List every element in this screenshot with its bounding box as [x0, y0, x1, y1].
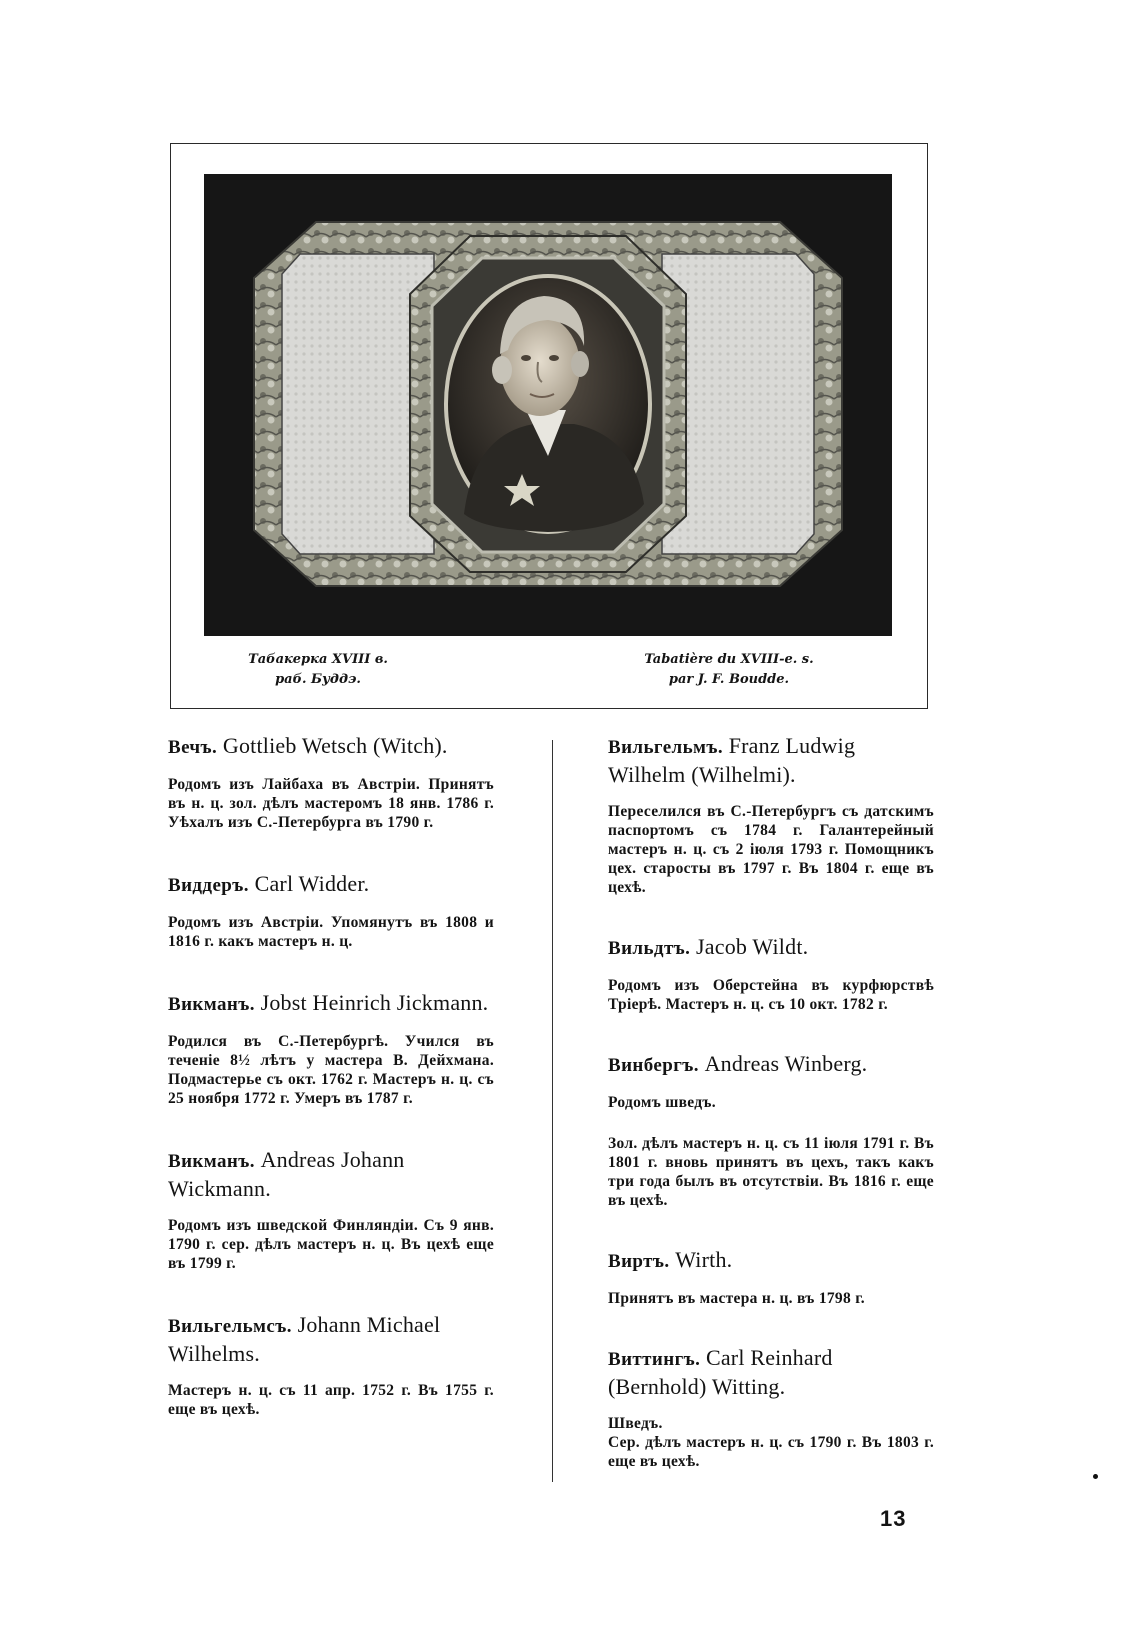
entry-name-de: Carl Widder.: [254, 871, 370, 896]
entry-winberg: [608, 1050, 934, 1210]
entry-wetsch: [168, 732, 494, 832]
entry-name-de: Jacob Wildt.: [696, 934, 809, 959]
page-number: 13: [880, 1506, 907, 1531]
entry-text: Родомъ изъ Оберстейна въ курфюрствѣ Тріерѣ. Мастеръ н. ц. съ 10 окт. 1782 г.: [608, 977, 934, 1013]
caption-russian: [233, 650, 403, 690]
entry-title: [168, 1311, 494, 1367]
entry-title: [608, 732, 934, 788]
entry-text: Принятъ въ мастера н. ц. въ 1798 г.: [608, 1290, 865, 1307]
right-column: [608, 732, 934, 1471]
caption-fr-line1: Tabatière du XVIII-e. s.: [644, 652, 814, 667]
caption-ru-line2: раб. Буддэ.: [275, 672, 361, 687]
entry-text: Родомъ изъ Австріи. Упомянутъ въ 1808 и 1816 г. какъ мастеръ н. ц.: [168, 914, 494, 950]
entry-title: [608, 1344, 934, 1400]
entry-title: [608, 1050, 934, 1079]
entry-title: [608, 1246, 934, 1275]
entry-text: Родомъ шведъ.: [608, 1094, 716, 1111]
left-column: [168, 732, 494, 1419]
entry-name-de: Andreas Johann Wickmann.: [168, 1147, 405, 1201]
entry-name-de: Johann Michael Wilhelms.: [168, 1312, 441, 1366]
entry-title: [168, 1146, 494, 1202]
plate-figure: [170, 143, 928, 709]
snuffbox-photograph: [204, 174, 892, 636]
caption-fr-line2: par J. F. Boudde.: [668, 672, 790, 687]
entry-name-de: Franz Ludwig Wilhelm (Wilhelmi).: [608, 733, 856, 787]
entry-wilhelms: [168, 1311, 494, 1419]
entry-name-de: Wirth.: [675, 1247, 733, 1272]
entry-wirth: [608, 1246, 934, 1308]
snuffbox-illustration: [204, 174, 892, 636]
caption-ru-line1: Табакерка XVIII в.: [248, 652, 388, 667]
entry-text: Родомъ изъ Лайбаха въ Австріи. Принятъ въ н. ц. зол. дѣлъ мастеромъ 18 янв. 1786 г. Уѣхалъ изъ С.-Петербурга въ 1790 г.: [168, 776, 494, 831]
entry-name-de: Jobst Heinrich Jickmann.: [260, 990, 489, 1015]
entry-wickmann: [168, 1146, 494, 1273]
entry-name-de: Andreas Winberg.: [704, 1051, 868, 1076]
entry-text: Переселился въ С.-Петербургъ съ датскимъ паспортомъ съ 1784 г. Галантерейный мастеръ н. ц. съ 2 іюля 1793 г. Помощникъ цех. старосты въ 1797 г. Въ 1804 г. еще въ цехѣ.: [608, 803, 934, 896]
entry-name-ru: Вечъ.: [168, 737, 218, 758]
entry-name-ru: Виртъ.: [608, 1251, 670, 1272]
entry-name-ru: Вильдтъ.: [608, 938, 691, 959]
entry-title: [168, 989, 494, 1018]
entry-name-ru: Виддеръ.: [168, 875, 249, 896]
entry-text-continued: Зол. дѣлъ мастеръ н. ц. съ 11 іюля 1791 г. Въ 1801 г. вновь принятъ въ цехъ, такъ какъ три года былъ въ отсутствіи. Въ 1816 г. еще въ цехѣ.: [608, 1135, 934, 1209]
entry-name-de: Gottlieb Wetsch (Witch).: [222, 733, 448, 758]
entry-witting: [608, 1344, 934, 1471]
entry-title: [608, 933, 934, 962]
entry-name-de: Carl Reinhard (Bernhold) Witting.: [608, 1345, 833, 1399]
entry-name-ru: Вильгельмъ.: [608, 737, 724, 758]
entry-widder: [168, 870, 494, 951]
entry-text: Мастеръ н. ц. съ 11 апр. 1752 г. Въ 1755 г. еще въ цехѣ.: [168, 1382, 494, 1418]
entry-text: Родился въ С.-Петербургѣ. Учился въ теченіе 8½ лѣтъ у мастера В. Дейхмана. Подмастерье съ окт. 1762 г. Мастеръ н. ц. съ 25 ноября 1772 г. Умеръ въ 1787 г.: [168, 1033, 494, 1107]
entry-jickmann: [168, 989, 494, 1108]
entry-text: Шведъ.: [608, 1415, 663, 1432]
entry-title: [168, 732, 494, 761]
print-speck: [1093, 1474, 1098, 1479]
column-divider: [552, 740, 553, 1482]
entry-name-ru: Винбергъ.: [608, 1055, 699, 1076]
entry-title: [168, 870, 494, 899]
entry-name-ru: Вильгельмсъ.: [168, 1316, 292, 1337]
entry-name-ru: Викманъ.: [168, 994, 255, 1015]
entry-wilhelm: [608, 732, 934, 897]
entry-name-ru: Викманъ.: [168, 1151, 255, 1172]
entry-name-ru: Виттингъ.: [608, 1349, 701, 1370]
caption-french: [629, 650, 829, 690]
entry-wildt: [608, 933, 934, 1014]
entry-text: Родомъ изъ шведской Финляндіи. Съ 9 янв. 1790 г. сер. дѣлъ мастеръ н. ц. Въ цехѣ еще въ 1799 г.: [168, 1217, 494, 1272]
entry-text-continued: Сер. дѣлъ мастеръ н. ц. съ 1790 г. Въ 1803 г. еще въ цехѣ.: [608, 1434, 934, 1470]
